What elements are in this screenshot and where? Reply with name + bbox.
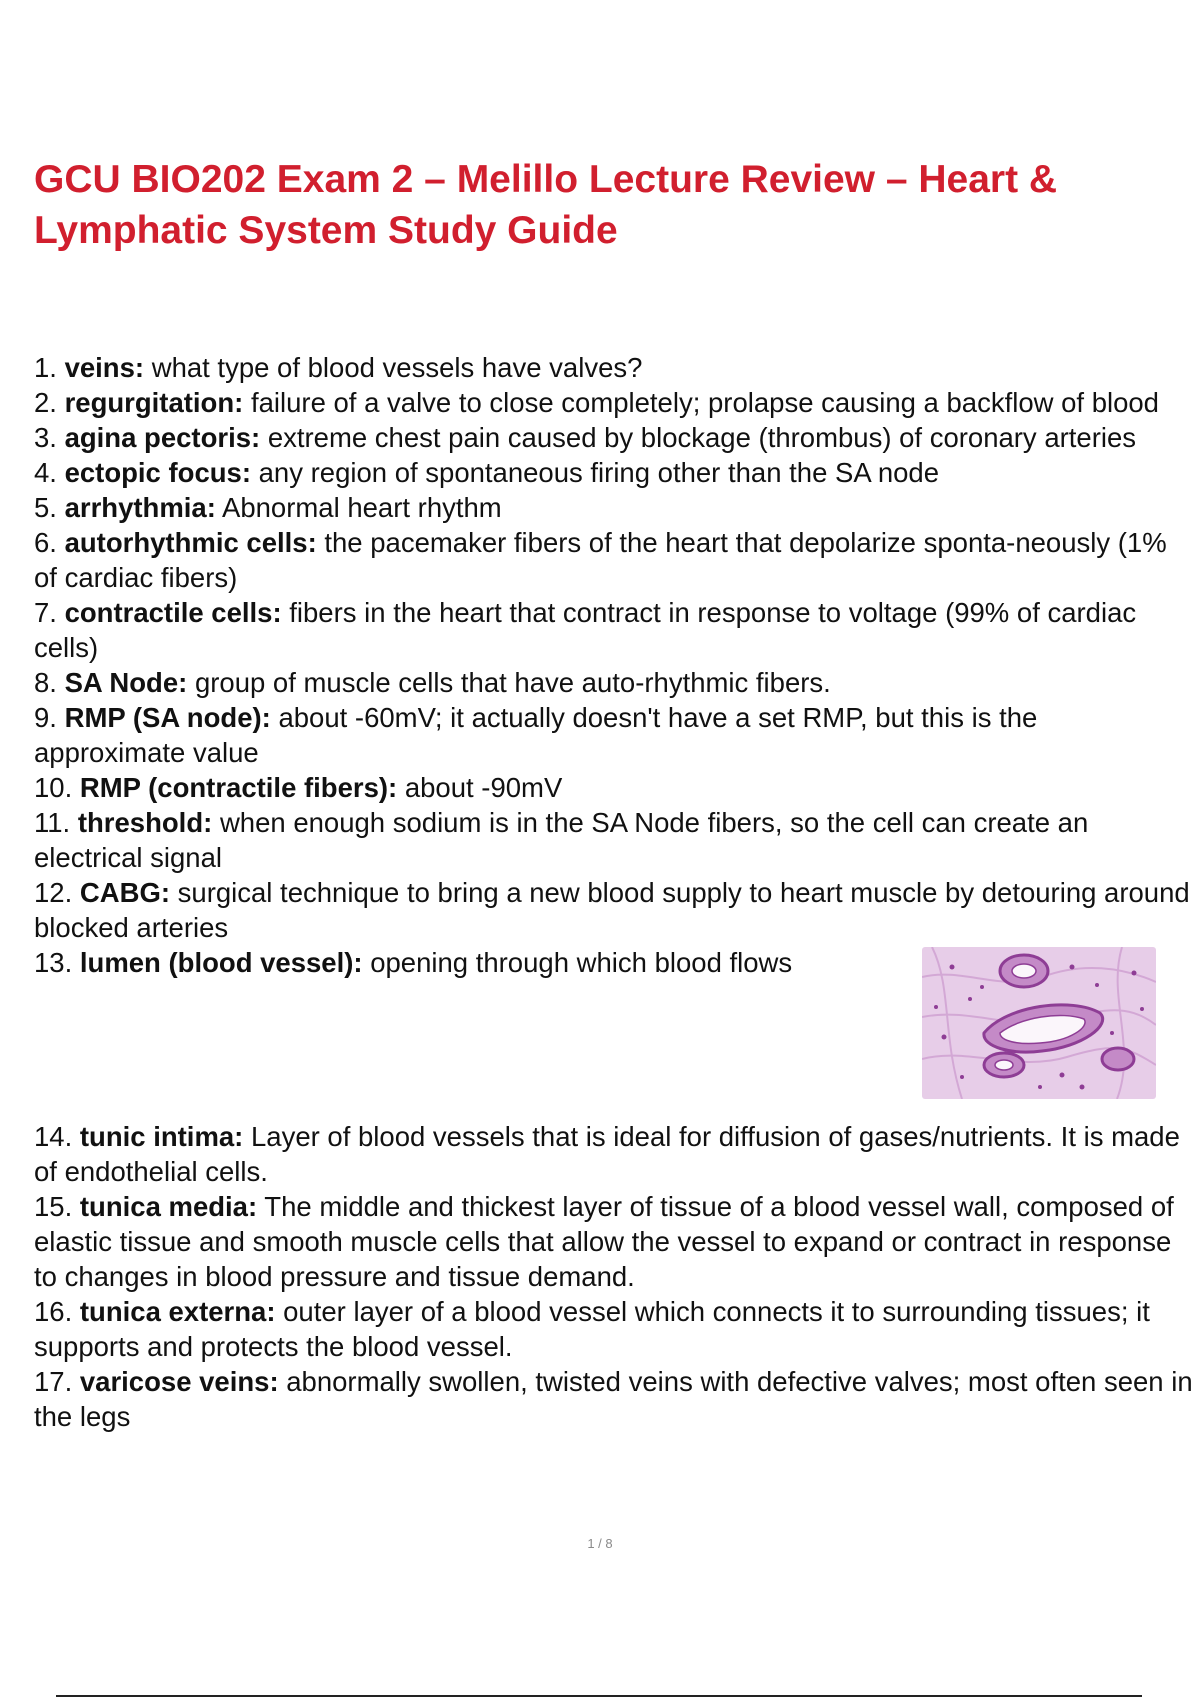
- vessel-micrograph-image: [922, 947, 1156, 1099]
- term-number: 12.: [34, 877, 73, 908]
- term-number: 9.: [34, 702, 57, 733]
- term-definition: the pacemaker fibers of the heart that depolarize sponta-neously (1% of cardiac fibers): [34, 527, 1167, 593]
- term-definition: surgical technique to bring a new blood supply to heart muscle by detouring around blocked arteries: [34, 877, 1190, 943]
- term-item: [34, 525, 1194, 595]
- document-title: GCU BIO202 Exam 2 – Melillo Lecture Review – Heart & Lymphatic System Study Guide: [34, 158, 1058, 252]
- term-word: veins:: [64, 352, 145, 383]
- term-number: 15.: [34, 1191, 73, 1222]
- term-word: tunica externa:: [79, 1296, 276, 1327]
- term-word: autorhythmic cells:: [64, 527, 317, 558]
- page-divider: [56, 1695, 1142, 1697]
- term-item: [34, 700, 1194, 770]
- term-item: [34, 1119, 1194, 1189]
- term-number: 13.: [34, 947, 73, 978]
- term-definition: abnormally swollen, twisted veins with defective valves; most often seen in the legs: [34, 1366, 1193, 1432]
- term-word: ectopic focus:: [64, 457, 251, 488]
- term-word: lumen (blood vessel):: [79, 947, 363, 978]
- term-word: tunic intima:: [79, 1121, 244, 1152]
- term-item: [34, 1294, 1194, 1364]
- term-number: 7.: [34, 597, 57, 628]
- page-number: 1 / 8: [587, 1536, 613, 1551]
- term-word: SA Node:: [64, 667, 188, 698]
- term-word: CABG:: [79, 877, 171, 908]
- term-item: [34, 875, 1194, 945]
- term-item: [34, 770, 1194, 805]
- term-number: 17.: [34, 1366, 73, 1397]
- term-item: [34, 805, 1194, 875]
- term-definition: about -60mV; it actually doesn't have a set RMP, but this is the approximate value: [34, 702, 1038, 768]
- term-item: [34, 945, 1194, 1119]
- term-item: [34, 1189, 1194, 1294]
- term-definition: extreme chest pain caused by blockage (thrombus) of coronary arteries: [267, 422, 1137, 453]
- term-item: [34, 665, 1194, 700]
- term-number: 2.: [34, 387, 57, 418]
- term-number: 8.: [34, 667, 57, 698]
- small-vessel-bottom: [984, 1053, 1024, 1077]
- term-definition: when enough sodium is in the SA Node fibers, so the cell can create an electrical signal: [34, 807, 1089, 873]
- term-word: agina pectoris:: [64, 422, 261, 453]
- term-number: 3.: [34, 422, 57, 453]
- term-word: varicose veins:: [79, 1366, 279, 1397]
- term-definition: Layer of blood vessels that is ideal for diffusion of gases/nutrients. It is made of endothelial cells.: [34, 1121, 1180, 1187]
- term-word: contractile cells:: [64, 597, 282, 628]
- term-definition: any region of spontaneous firing other than the SA node: [258, 457, 939, 488]
- term-item: [34, 385, 1194, 420]
- term-item: [34, 455, 1194, 490]
- term-definition: group of muscle cells that have auto-rhythmic fibers.: [194, 667, 831, 698]
- small-vessel-right: [1102, 1048, 1134, 1070]
- term-definition: The middle and thickest layer of tissue of a blood vessel wall, composed of elastic tissue and smooth muscle cells that allow the vessel to expand or contract in response to changes in blood pressure and tissue demand.: [34, 1191, 1174, 1292]
- term-definition: failure of a valve to close completely; prolapse causing a backflow of blood: [250, 387, 1159, 418]
- term-item: [34, 490, 1194, 525]
- term-number: 6.: [34, 527, 57, 558]
- term-number: 16.: [34, 1296, 73, 1327]
- term-word: RMP (contractile fibers):: [79, 772, 398, 803]
- term-item: [34, 420, 1194, 455]
- term-definition: fibers in the heart that contract in response to voltage (99% of cardiac cells): [34, 597, 1137, 663]
- term-definition: Abnormal heart rhythm: [222, 492, 502, 523]
- term-number: 11.: [34, 807, 71, 838]
- term-item: [34, 1364, 1194, 1434]
- term-word: RMP (SA node):: [64, 702, 271, 733]
- term-definition: about -90mV: [404, 772, 563, 803]
- small-vessel-top: [1000, 955, 1048, 987]
- term-item: [34, 350, 1194, 385]
- term-number: 1.: [34, 352, 57, 383]
- term-number: 4.: [34, 457, 57, 488]
- term-number: 14.: [34, 1121, 73, 1152]
- term-item: [34, 595, 1194, 665]
- term-definition: outer layer of a blood vessel which connects it to surrounding tissues; it supports and protects the blood vessel.: [34, 1296, 1150, 1362]
- term-word: tunica media:: [79, 1191, 258, 1222]
- term-list: [34, 350, 1194, 1434]
- term-word: arrhythmia:: [64, 492, 216, 523]
- term-definition: what type of blood vessels have valves?: [151, 352, 643, 383]
- term-number: 10.: [34, 772, 73, 803]
- term-number: 5.: [34, 492, 57, 523]
- term-definition: opening through which blood flows: [370, 947, 793, 978]
- term-word: regurgitation:: [64, 387, 244, 418]
- term-word: threshold:: [77, 807, 213, 838]
